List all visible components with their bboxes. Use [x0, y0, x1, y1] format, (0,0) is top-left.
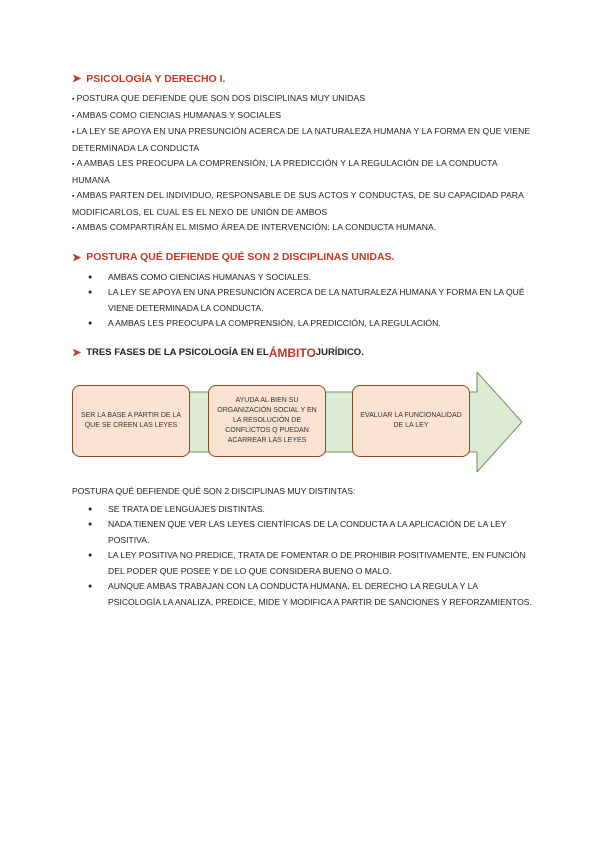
phases-diagram	[72, 372, 522, 472]
section-1-list	[72, 91, 532, 237]
section-1-heading	[72, 72, 532, 85]
list-item: ● LA LEY SE APOYA EN UNA PRESUNCIÓN ACERCA DE LA NATURALEZA HUMANA Y FORMA EN LA QUÉ VIENE DETERMINADA LA CONDUCTA.	[88, 285, 532, 316]
section-4-title: POSTURA QUÉ DEFIENDE QUÉ SON 2 DISCIPLINAS MUY DISTINTAS:	[72, 485, 356, 496]
section-1-title: PSICOLOGÍA Y DERECHO I.	[86, 72, 226, 85]
arrowhead-icon: ➤	[72, 347, 82, 359]
list-item: ▪ AMBAS COMPARTIRÁN EL MISMO ÁREA DE INTERVENCIÓN: LA CONDUCTA HUMANA.	[72, 220, 532, 237]
list-item: ● NADA TIENEN QUE VER LAS LEYES CIENTÍFICAS DE LA CONDUCTA A LA APLICACIÓN DE LA LEY POSITIVA.	[88, 517, 532, 548]
list-item: ▪ A AMBAS LES PREOCUPA LA COMPRENSIÓN, LA PREDICCIÓN Y LA REGULACIÓN DE LA CONDUCTA HUMANA	[72, 156, 532, 188]
list-item: ● AUNQUE AMBAS TRABAJAN CON LA CONDUCTA HUMANA, EL DERECHO LA REGULA Y LA PSICOLOGÍA LA ANALIZA, PREDICE, MIDE Y MODIFICA A PARTIR DE SANCIONES Y REFORZAMIENTOS.	[88, 579, 532, 610]
section-2-heading	[72, 251, 532, 264]
section-3-title-suffix: JURÍDICO.	[315, 347, 364, 358]
document-page	[72, 72, 532, 610]
section-2-list	[72, 270, 532, 332]
section-2-title: POSTURA QUÉ DEFIENDE QUÉ SON 2 DISCIPLINAS UNIDAS.	[86, 251, 395, 263]
phase-box-2: AYUDA AL BIEN SU ORGANIZACIÓN SOCIAL Y EN LA RESOLUCIÓN DE CONFLICTOS Q PUEDAN ACARREAR LAS LEYES	[208, 385, 326, 457]
section-3-heading	[72, 346, 532, 360]
list-item: ● LA LEY POSITIVA NO PREDICE, TRATA DE FOMENTAR O DE PROHIBIR POSITIVAMENTE, EN FUNCIÓN DEL PODER QUE POSEE Y DE LO QUE CONSIDERA BUENO O MALO.	[88, 548, 532, 579]
phase-box-1: SER LA BASE A PARTIR DE LA QUE SE CREEN LAS LEYES	[72, 385, 190, 457]
section-3-title-prefix: TRES FASES DE LA PSICOLOGÍA EN EL	[86, 347, 269, 358]
section-3-title-accent: ÁMBITO	[268, 345, 316, 360]
list-item: ● AMBAS COMO CIENCIAS HUMANAS Y SOCIALES.	[88, 270, 532, 286]
list-item: ● SE TRATA DE LENGUAJES DISTINTAS.	[88, 502, 532, 518]
section-4-list	[72, 502, 532, 611]
list-item: ▪ AMBAS COMO CIENCIAS HUMANAS Y SOCIALES	[72, 108, 532, 125]
list-item: ● A AMBAS LES PREOCUPA LA COMPRENSIÓN, LA PREDICCIÓN, LA REGULACIÓN.	[88, 316, 532, 332]
list-item: ▪ LA LEY SE APOYA EN UNA PRESUNCIÓN ACERCA DE LA NATURALEZA HUMANA Y LA FORMA EN QUE VIENE DETERMINADA LA CONDUCTA	[72, 124, 532, 156]
list-item: ▪ AMBAS PARTEN DEL INDIVIDUO, RESPONSABLE DE SUS ACTOS Y CONDUCTAS, DE SU CAPACIDAD PARA MODIFICARLOS, EL CUAL ES EL NEXO DE UNIÓN DE AMBOS	[72, 188, 532, 220]
arrowhead-icon: ➤	[72, 73, 82, 85]
arrowhead-icon: ➤	[72, 251, 82, 264]
phase-box-3: EVALUAR LA FUNCIONALIDAD DE LA LEY	[352, 385, 470, 457]
list-item: ▪ POSTURA QUE DEFIENDE QUE SON DOS DISCIPLINAS MUY UNIDAS	[72, 91, 532, 108]
